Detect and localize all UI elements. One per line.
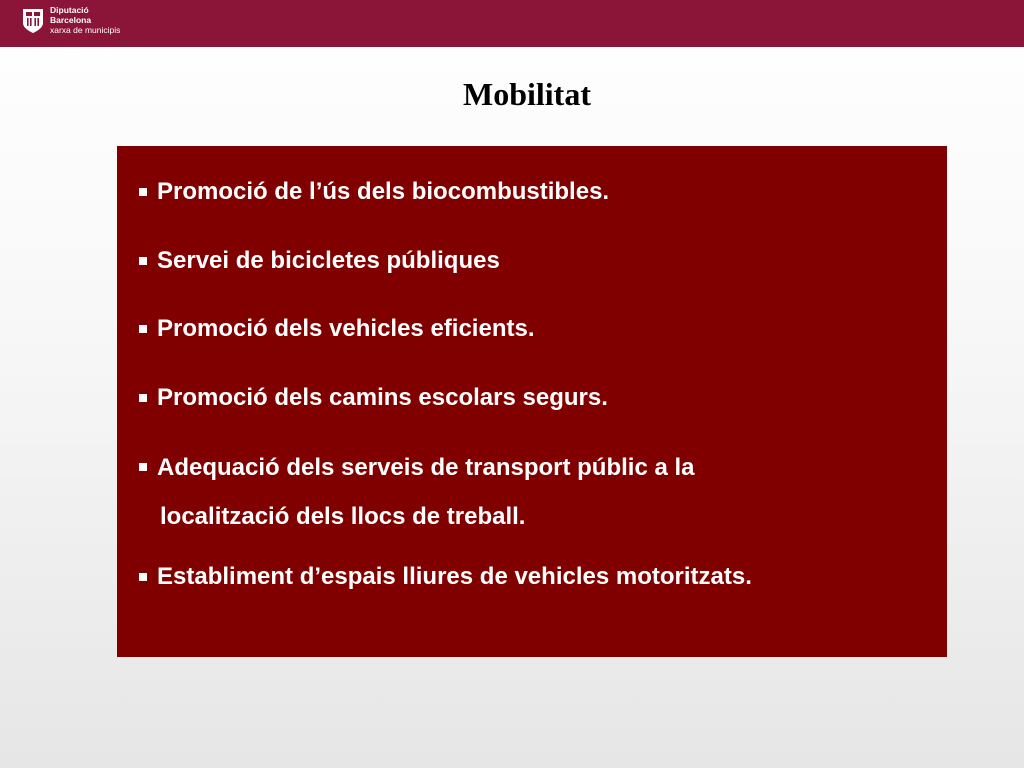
bullet-item [129, 237, 500, 285]
square-bullet-icon [129, 305, 157, 333]
bullet-text-continuation: localització dels llocs de treball. [160, 503, 526, 530]
content-box [117, 146, 947, 657]
square-bullet-icon [129, 374, 157, 402]
bullet-item [129, 553, 752, 601]
bullet-text: Servei de bicicletes públiques [157, 247, 500, 274]
square-bullet-icon [129, 168, 157, 196]
bullet-text: Establiment d’espais lliures de vehicles motoritzats. [157, 563, 752, 590]
bullet-item [129, 443, 797, 541]
bullet-text: Promoció de l’ús dels biocombustibles. [157, 178, 610, 205]
bullet-text [157, 443, 797, 541]
logo-name-2: Barcelona [50, 15, 92, 25]
bullet-text: Promoció dels camins escolars segurs. [157, 384, 608, 411]
bullet-text: Promoció dels vehicles eficients. [157, 315, 535, 342]
bullet-item [129, 168, 609, 216]
square-bullet-icon [129, 237, 157, 265]
logo-name: Diputació [50, 5, 89, 15]
diputacio-barcelona-logo-icon [20, 6, 46, 34]
bullet-text-line: Adequació dels serveis de transport públic a la [157, 454, 695, 481]
logo-subtitle: xarxa de municipis [50, 25, 121, 35]
square-bullet-icon [129, 443, 157, 471]
square-bullet-icon [129, 553, 157, 581]
slide-title: Mobilitat [463, 76, 591, 112]
header-bar [0, 0, 1024, 47]
logo-text [50, 5, 120, 35]
bullet-item [129, 305, 534, 353]
bullet-item [129, 374, 608, 422]
